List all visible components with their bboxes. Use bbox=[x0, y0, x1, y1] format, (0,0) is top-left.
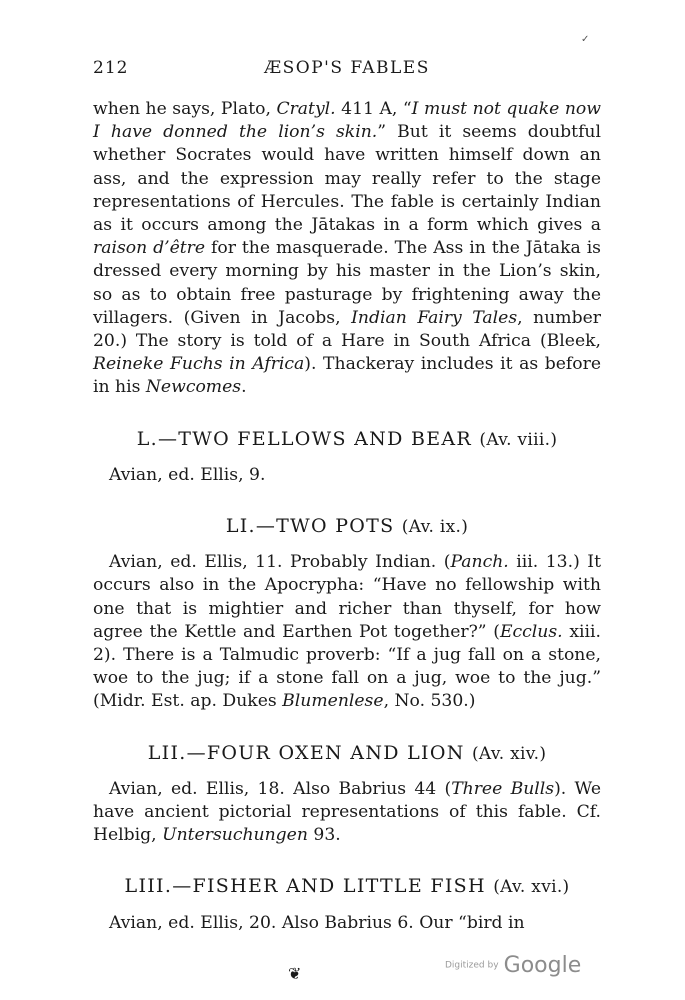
page-number: 212 bbox=[93, 58, 129, 78]
italic-run: Blumenlese bbox=[282, 691, 384, 712]
italic-run: raison d’être bbox=[93, 238, 206, 259]
italic-run: Panch. bbox=[450, 552, 509, 573]
section-paragraph-lii bbox=[93, 778, 601, 848]
ink-blot-mark: ❦ bbox=[288, 964, 302, 983]
heading-text: LII.—FOUR OXEN AND LION bbox=[147, 741, 465, 764]
section-heading-liii bbox=[93, 875, 601, 899]
text-run: 93. bbox=[307, 825, 341, 846]
digitized-by-google-watermark bbox=[445, 953, 581, 978]
heading-text: LI.—TWO POTS bbox=[225, 515, 395, 538]
italic-run: Reineke Fuchs in Africa bbox=[93, 354, 305, 375]
continuation-paragraph bbox=[93, 98, 601, 400]
section-paragraph-liii: Avian, ed. Ellis, 20. Also Babrius 6. Our “bird in bbox=[109, 912, 525, 933]
running-title: ÆSOP'S FABLES bbox=[264, 58, 430, 78]
text-run: ” But it seems doubtful whether Socrates would have written himself down an ass, and the expression may really refer to the stage representations of Hercules. The fable is certainly Indian as it occurs among the Jātakas in a form which gives a bbox=[93, 122, 601, 236]
text-run: . bbox=[241, 377, 247, 398]
heading-text: LIII.—FISHER AND LITTLE FISH bbox=[124, 875, 486, 898]
text-run: 411 A, “ bbox=[335, 99, 412, 119]
heading-reference: (Av. ix.) bbox=[401, 517, 469, 538]
watermark-small-text: Digitized by bbox=[445, 960, 499, 971]
watermark-logo-text: Google bbox=[503, 953, 582, 978]
text-run: , number 20.) The story is told of a Hare in South Africa (Bleek, bbox=[93, 307, 601, 352]
text-run: ). We have ancient pictorial representations of this fable. Cf. Helbig, bbox=[93, 778, 601, 846]
text-run: when he says, Plato, bbox=[93, 99, 277, 119]
heading-reference: (Av. xiv.) bbox=[472, 743, 547, 764]
section-paragraph-l: Avian, ed. Ellis, 9. bbox=[109, 464, 266, 485]
text-run: for the masquerade. The Ass in the Jātaka is dressed every morning by his master in the Lion’s skin, so as to obtain free pasturage by frightening away the villagers. (Given in Jacobs, bbox=[93, 238, 602, 328]
italic-run: Indian Fairy Tales bbox=[351, 307, 518, 328]
text-run: xiii. 2). There is a Talmudic proverb: “If a jug fall on a stone, woe to the jug; if a stone fall on a jug, woe to the jug.” (Midr. Est. ap. Dukes bbox=[93, 621, 601, 712]
italic-run: Newcomes bbox=[145, 377, 242, 398]
section-paragraph-li bbox=[93, 551, 601, 713]
text-run: , No. 530.) bbox=[383, 691, 476, 712]
section-heading-l bbox=[93, 428, 601, 452]
heading-text: L.—TWO FELLOWS AND BEAR bbox=[136, 427, 473, 450]
italic-run: Ecclus. bbox=[500, 621, 563, 642]
heading-reference: (Av. xvi.) bbox=[493, 877, 570, 898]
italic-run: Three Bulls bbox=[451, 778, 555, 799]
text-run: iii. 13.) It occurs also in the Apocrypha: “Have no fellowship with one that is mightier and richer than thyself, for how agree the Kettle and Earthen Pot together?” ( bbox=[93, 552, 601, 642]
italic-run: I must not quake now I have donned the lion’s skin. bbox=[93, 99, 601, 143]
section-heading-li bbox=[93, 515, 601, 539]
page-body bbox=[93, 98, 601, 935]
page-header bbox=[93, 58, 601, 82]
text-run: ). Thackeray includes it as before in his bbox=[93, 354, 601, 398]
italic-run: Untersuchungen bbox=[162, 825, 308, 846]
text-run: Avian, ed. Ellis, 11. Probably Indian. ( bbox=[109, 552, 451, 573]
heading-reference: (Av. viii.) bbox=[479, 429, 558, 450]
corner-mark: ✓ bbox=[581, 34, 590, 45]
text-run: Avian, ed. Ellis, 18. Also Babrius 44 ( bbox=[109, 778, 452, 799]
section-heading-lii bbox=[93, 742, 601, 766]
italic-run: Cratyl. bbox=[276, 99, 336, 119]
